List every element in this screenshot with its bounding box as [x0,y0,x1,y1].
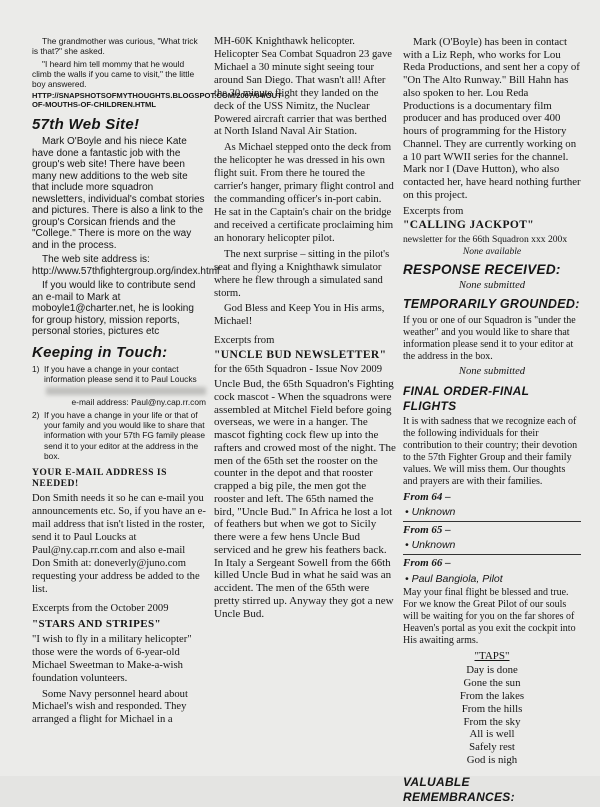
story-paragraph: MH-60K Knighthawk helicopter. Helicopter Sea Combat Squadron 23 gave Michael a 30 minute sight seeing tour around San Diego. That wasn't all! After the 30 minute flight they landed on the deck of the USS Nimitz, the Nuclear Powered aircraft carrier that was berthed at North Island Naval Air Station. [214,36,392,138]
divider [403,554,581,555]
list-item [32,364,206,384]
story-paragraph: God Bless and Keep You in His arms, Michael! [214,303,385,328]
none-submitted-note: None submitted [458,280,526,292]
memorial-entry-name: Paul Bangiola, Pilot [411,572,503,585]
contribute-paragraph: If you would like to contribute send an e-mail to Mark at moboyle1@charter.net, he is looking for group history, mission reports, personal stories, pictures etc [32,280,196,338]
list-number: 2) [32,410,40,421]
squadron-64-label: From 64 – [403,490,451,503]
section-heading-keeping-in-touch: Keeping in Touch: [32,343,168,361]
excerpt-paragraph: Some Navy personnel heard about Michael's wish and responded. They arranged a flight for Michael in a [32,688,188,726]
excerpt-title: "STARS AND STRIPES" [32,618,162,631]
excerpt-title: "UNCLE BUD NEWSLETTER" [214,349,387,362]
memorial-entry: • Unknown [405,539,456,552]
story-quote: The grandmother was curious, "What trick is that?" she asked. [32,36,198,57]
section-heading-web-site: 57th Web Site! [32,115,140,133]
taps-line: From the lakes [459,689,525,702]
list-number: 1) [32,363,40,374]
memorial-entry-name: Unknown [411,506,456,519]
uncle-bud-story: Uncle Bud, the 65th Squadron's Fighting cock mascot - When the squadrons were assembled at Mitchel Field before going overseas, we were in a hanger. The mascot fighting cock flew up into the rafters and crowed most of the night. The men of the 65th set the rooster on the counter in the depot and that rooster crapped a big pile, the men got the rooster and left. The 65th named the bird, "Uncle Bud." In Africa he lost a lot of feathers but when we got to Sicily there were a few hens Uncle Bud serviced and he grew his feathers back. In Italy a Sergeant Sowell from the 66th killed Uncle Bud in what he said was an accident. The men of the 65th were pretty stirred up. Anyway they got a new Uncle Bud. [214,378,396,620]
squadron-66-label: From 66 – [403,557,451,570]
taps-line: God is nigh [466,754,518,767]
section-heading-valuable-remembrances: VALUABLE REMEMBRANCES: [403,775,515,804]
list-item [32,410,206,460]
grounded-paragraph: If you or one of our Squadron is "under the weather" and you would like to share that information please send it to your editor at the address in the box. [403,314,576,362]
final-flight-paragraph: May your final flight be blessed and true. For we know the Great Pilot of our souls will be waiting for you on the far shores of Heaven's portal as you exit the cockpit into His awaiting arms. [403,587,576,647]
taps-poem [403,664,581,768]
memorial-entry: • Paul Bangiola, Pilot [405,572,503,585]
source-url[interactable]: HTTP://SNAPSHOTSOFMYTHOUGHTS.BLOGSPOT.COM/2007/04/OUT-OF-MOUTHS-OF-CHILDREN.HTML [32,91,284,110]
web-site-address: The web site address is: http://www.57thfightergroup.org/index.html [32,254,220,277]
list-text: If you have a change in your contact information please send it to Paul Loucks [44,363,197,384]
none-available-note: None available [462,246,522,258]
story-paragraph: The next surprise – sitting in the pilot's seat and flying a Knighthawk simulator where he flew through a simulated sand storm. [214,248,390,299]
squadron-65-label: From 65 – [403,523,451,536]
email-needed-heading: YOUR E-MAIL ADDRESS IS NEEDED! [32,466,167,490]
taps-line: Day is done [466,663,518,676]
taps-line: From the hills [461,702,523,715]
column-left [32,36,284,730]
divider [403,521,581,522]
taps-line: Gone the sun [463,676,521,689]
email-address: e-mail address: Paul@ny.cap.rr.com [71,397,206,408]
column-right [403,36,581,807]
final-order-paragraph: It is with sadness that we recognize each of the following individuals for their contribution to their country; their devotion to the 57th Fighter Group and their family values. We will miss them. Our thoughts and prayers are with their families. [403,415,578,487]
taps-line: From the sky [463,715,521,728]
taps-title: "TAPS" [474,650,510,663]
excerpt-title: "CALLING JACKPOT" [403,219,535,232]
none-submitted-note: None submitted [458,365,526,377]
excerpt-intro: Excerpts from the October 2009 [32,602,169,614]
excerpt-subtitle: for the 65th Squadron - Issue Nov 2009 [214,364,383,376]
taps-line: All is well [469,728,515,741]
excerpt-intro: Excerpts from [403,205,464,217]
lou-reda-paragraph: Mark (O'Boyle) has been in contact with a Liz Reph, who works for Lou Reda Productions, and sent her a copy of "On The Alto Runway." Bill Hahn has also spoken to her. Lou Reda Productions is a documentary film producer and has produced over 400 hours of programming for the History Channel. They are currently working on a 10 part WWII series for the channel. Mark nor I (Dave Hutton), who also contacted her, have heard nothing further on this project. [403,36,581,201]
web-site-paragraph: Mark O'Boyle and his niece Kate have done a fantastic job with the group's web site! There have been many new additions to the web site that include more squadron newsletters, individual's combat stories and pictures. There is also a link to the group's Corsican friends and the "College." There is more on the way and in the process. [32,136,205,251]
section-heading-final-order: FINAL ORDER-FINAL FLIGHTS [403,384,529,414]
excerpt-paragraph: "I wish to fly in a military helicopter" those were the words of 6-year-old Michael Sweetman to Make-a-wish foundation volunteers. [32,633,192,684]
section-heading-response: RESPONSE RECEIVED: [403,261,561,277]
memorial-entry: • Unknown [405,506,456,519]
column-middle [214,36,396,623]
story-paragraph: As Michael stepped onto the deck from the helicopter he was dressed in his own flight suit. From there he toured the carrier's hanger, primary flight control and the commanding officer's in-port cabin. He sat in the Captain's chair on the bridge and received a certificate proclaiming him an honorary helicopter pilot. [214,142,394,244]
section-heading-grounded: TEMPORARILY GROUNDED: [403,297,580,312]
blurred-region [46,387,206,395]
excerpt-subtitle: newsletter for the 66th Squadron xxx 200x [403,234,568,246]
taps-line: Safely rest [469,741,515,754]
list-text: If you have a change in your life or that of your family and you would like to share that information with your 57th FG family please send it to your editor at the address in the box. [44,410,206,461]
email-needed-paragraph: Don Smith needs it so he can e-mail you announcements etc. So, if you have an e-mail address that isn't listed in the roster, send it to Paul Loucks at Paul@ny.cap.rr.com and also e-mail Don Smith at: doneverly@juno.com requesting your address be added to the list. [32,493,206,595]
story-quote: "I heard him tell mommy that he would climb the walls if you came to visit," the little boy answered. [32,59,195,90]
memorial-entry-name: Unknown [411,539,456,552]
excerpt-intro: Excerpts from [214,335,275,347]
